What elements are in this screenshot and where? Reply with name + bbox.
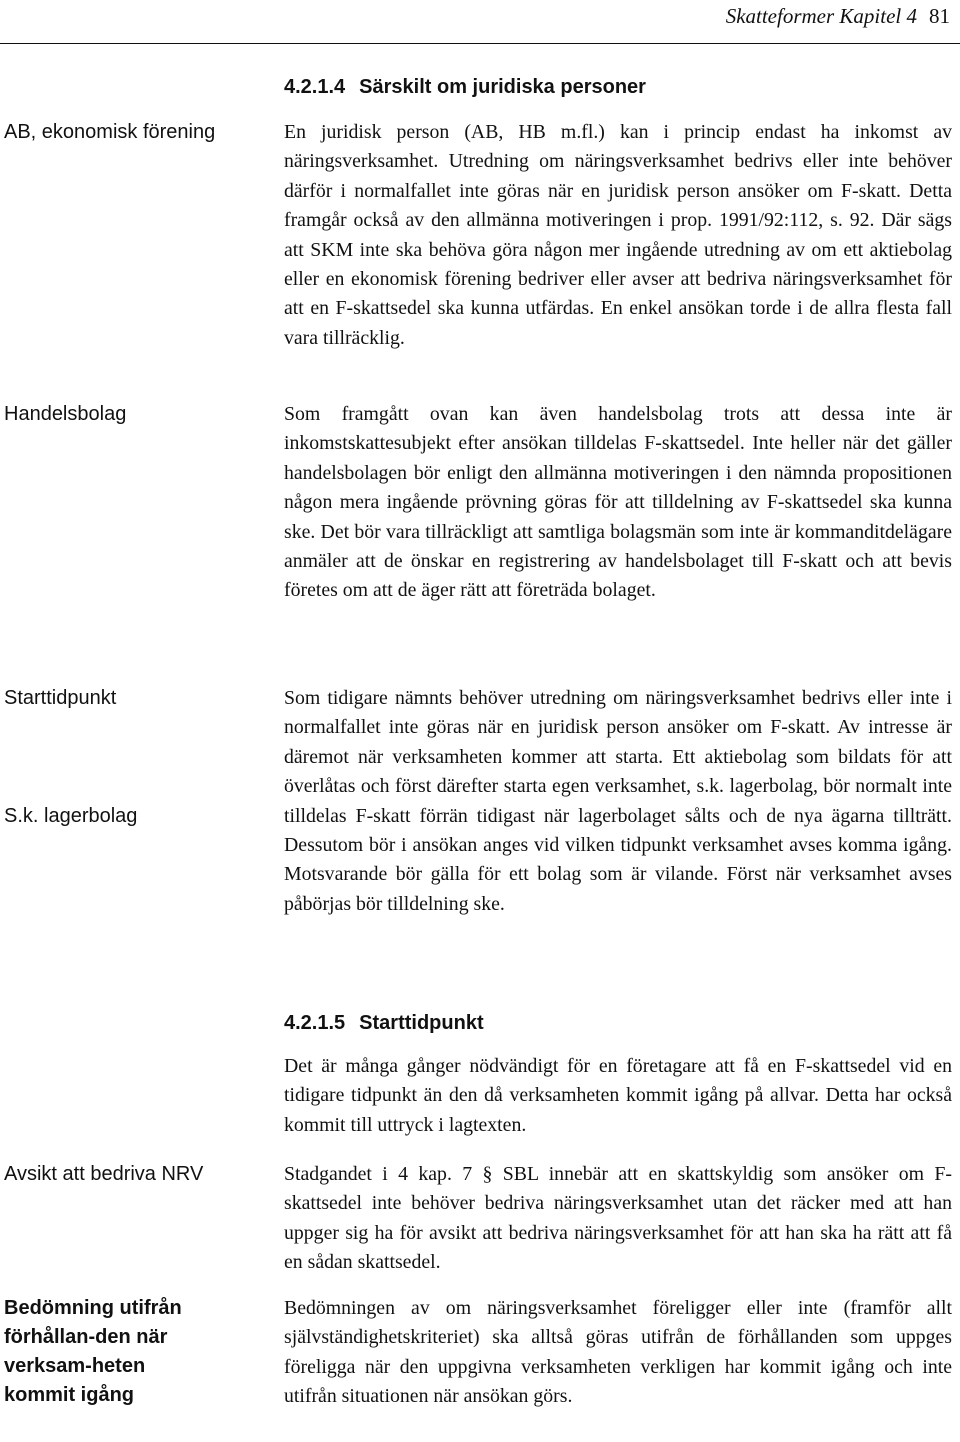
paragraph: Som tidigare nämnts behöver utredning om näringsverksamhet bedrivs eller inte i normalfallet inte göras när en juridisk person ansöker om F-skatt. Av intresse är däremot när verksamheten kommer att starta. Ett aktiebolag som bildats för att överlåtas och först därefter starta egen verksamhet, s.k. lagerbolag, bör normalt inte tilldelas F-skatt förrän tidigast när lagerbolaget sålts och de nya ägarna tillträtt. Dessutom bör i ansökan anges vid vilken tidpunkt verksamhet avses komma igång. Motsvarande bör gälla för ett bolag som är vilande. Först när verksamhet avses påbörjas bör tilldelning ske. bbox=[284, 687, 952, 915]
margin-note-bedomning: Bedömning utifrån förhållan-den när verksam-heten kommit igång bbox=[4, 1297, 182, 1406]
running-title: Skatteformer Kapitel 4 bbox=[725, 4, 917, 28]
running-header bbox=[726, 4, 950, 29]
section-title: Starttidpunkt bbox=[359, 1012, 484, 1034]
margin-note-handelsbolag: Handelsbolag bbox=[4, 403, 127, 425]
header-rule bbox=[0, 43, 960, 44]
margin-note-ab-ekonomisk-forening: AB, ekonomisk förening bbox=[4, 121, 216, 143]
margin-note-lagerbolag: S.k. lagerbolag bbox=[4, 805, 138, 827]
section-title: Särskilt om juridiska personer bbox=[359, 76, 646, 98]
paragraph: En juridisk person (AB, HB m.fl.) kan i princip endast ha inkomst av näringsverksamhet. Utredning om näringsverksamhet bedrivs eller inte behöver därför i normalfallet inte göras när en juridisk person ansöker om F-skatt. Detta framgår också av den allmänna motiveringen i prop. 1991/92:112, s. 92. Där sägs att SKM inte ska behöva göra någon mer ingående utredning av om ett aktiebolag eller en ekonomisk förening bedriver eller avser att bedriva näringsverksamhet för att en F-skattsedel ska kunna utfärdas. En enkel ansökan torde i de allra flesta fall vara tillräcklig. bbox=[284, 121, 952, 349]
margin-note-starttidpunkt: Starttidpunkt bbox=[4, 687, 117, 709]
paragraph: Bedömningen av om näringsverksamhet föreligger eller inte (framför allt självständighetskriteriet) ska alltså göras utifrån de förhållanden som uppges föreligga när den uppgivna verksamheten verkligen har kommit igång och inte utifrån situationen när ansökan görs. bbox=[284, 1297, 952, 1408]
section-number: 4.2.1.5 bbox=[284, 1012, 346, 1034]
paragraph: Som framgått ovan kan även handelsbolag trots att dessa inte är inkomstskattesubjekt efter ansökan tilldelas F-skattsedel. Inte heller när det gäller handelsbolagen bör enligt den allmänna motiveringen i den nämnda propositionen någon mera ingående prövning göras för att tilldelning av F-skattsedel ska kunna ske. Det bör vara tillräckligt att samtliga bolagsmän som inte är kommanditdelägare anmäler att de önskar en registrering av handelsbolaget till F-skatt och att bevis företes om att de äger rätt att företräda bolaget. bbox=[284, 403, 952, 602]
section-heading bbox=[284, 1012, 484, 1035]
page-number: 81 bbox=[929, 4, 950, 28]
margin-note-avsikt-nrv: Avsikt att bedriva NRV bbox=[4, 1163, 204, 1185]
paragraph: Stadgandet i 4 kap. 7 § SBL innebär att en skattskyldig som ansöker om F-skattsedel inte behöver bedriva näringsverksamhet utan det räcker med att han uppger sig ha för avsikt att bedriva näringsverksamhet för att han ska ha rätt att få en sådan skattsedel. bbox=[284, 1163, 952, 1274]
section-heading bbox=[284, 76, 646, 99]
section-number: 4.2.1.4 bbox=[284, 76, 346, 98]
paragraph: Det är många gånger nödvändigt för en företagare att få en F-skattsedel vid en tidigare tidpunkt än den då verksamheten kommit igång på allvar. Detta har också kommit till uttryck i lagtexten. bbox=[284, 1055, 952, 1136]
